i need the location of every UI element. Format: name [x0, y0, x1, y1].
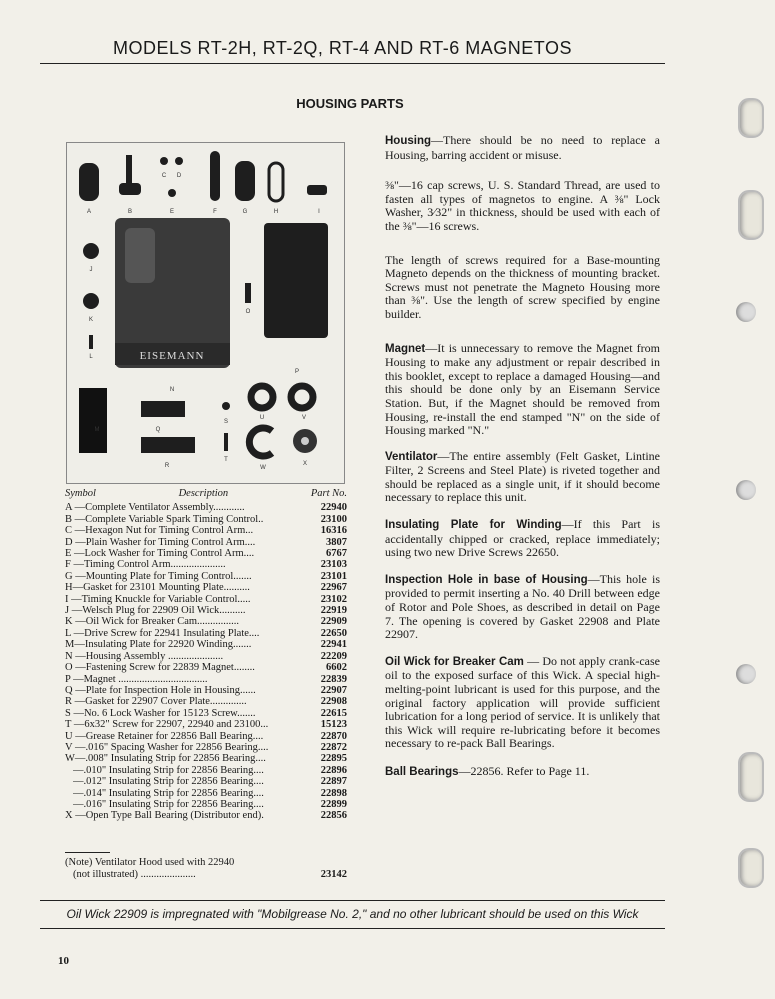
legend-description: A —Complete Ventilator Assembly............	[65, 502, 245, 514]
legend-part-number: 15123	[320, 719, 347, 731]
legend-part-number: 16316	[320, 525, 347, 537]
legend-row	[65, 708, 347, 719]
housing-window	[125, 228, 155, 283]
inspection-hole-heading: Inspection Hole in base of Housing	[385, 573, 588, 586]
legend-description: I —Timing Knuckle for Variable Control.....	[65, 593, 251, 605]
magnet	[264, 223, 328, 338]
para-housing	[385, 134, 660, 162]
label-r: R	[164, 463, 170, 469]
ventilator-heading: Ventilator	[385, 450, 438, 463]
legend-row	[65, 674, 347, 685]
legend-description: G —Mounting Plate for Timing Control.......	[65, 570, 252, 582]
legend-row	[65, 525, 347, 536]
legend-row	[65, 662, 347, 673]
para-ball-bearings	[385, 765, 660, 780]
insulating-plate-text: —If this Part is accidentally chipped or cracked, replace immediately; using two new Drive Screws 22650.	[385, 517, 660, 560]
legend-description: —.012" Insulating Strip for 22856 Bearing....	[73, 776, 264, 788]
part-r	[141, 437, 195, 453]
part-a	[79, 163, 99, 201]
legend-part-number: 22209	[320, 650, 347, 662]
legend-part-number: 22940	[320, 502, 347, 514]
legend-part-number: 22967	[320, 582, 347, 594]
part-j	[83, 243, 99, 259]
binder-tab-4	[738, 848, 764, 888]
legend-row	[65, 514, 347, 525]
legend-description: Q —Plate for Inspection Hole in Housing......	[65, 684, 256, 696]
legend-description: D —Plain Washer for Timing Control Arm....	[65, 536, 256, 548]
label-s: S	[223, 419, 229, 425]
legend-row	[65, 685, 347, 696]
legend-part-number: 6767	[326, 548, 347, 560]
legend-row	[65, 810, 347, 821]
page-title: MODELS RT-2H, RT-2Q, RT-4 AND RT-6 MAGNETOS	[113, 38, 572, 58]
legend-row	[65, 799, 347, 810]
legend-description: —.016" Insulating Strip for 22856 Bearing....	[73, 798, 264, 810]
oil-wick-heading: Oil Wick for Breaker Cam	[385, 655, 524, 668]
part-t	[224, 433, 228, 451]
part-x-center	[301, 437, 309, 445]
legend-part-number: 22919	[320, 605, 347, 617]
legend-description: O —Fastening Screw for 22839 Magnet........	[65, 662, 255, 674]
label-v: V	[301, 415, 307, 421]
parts-legend	[65, 488, 347, 822]
legend-rows	[65, 502, 347, 821]
legend-part-number: 22941	[320, 639, 347, 651]
label-a: A	[86, 209, 92, 215]
legend-part-number: 22899	[320, 798, 347, 810]
part-f	[210, 151, 220, 201]
ball-bearings-text: —22856. Refer to Page 11.	[458, 763, 590, 778]
legend-row	[65, 719, 347, 730]
part-u	[251, 386, 273, 408]
legend-row	[65, 605, 347, 616]
legend-note	[65, 857, 347, 881]
legend-part-number: 23102	[320, 593, 347, 605]
part-i	[307, 185, 327, 195]
part-m	[79, 388, 107, 453]
magnet-text: —It is unnecessary to remove the Magnet from Housing to make any adjustment or repair described in this booklet, except to replace a damaged Housing—and this should be done only by an Eisemann Service Station. But, if the Magnet should be removed from Housing, re-install the end stamped "N" on the side of Housing marked "N."	[385, 340, 660, 438]
legend-part-number: 23100	[320, 513, 347, 525]
legend-row	[65, 696, 347, 707]
part-h	[269, 163, 283, 201]
legend-description: K —Oil Wick for Breaker Cam................	[65, 616, 240, 628]
label-o: O	[245, 309, 251, 315]
label-c: C	[161, 173, 167, 179]
para-inspection-hole	[385, 573, 660, 642]
label-p: P	[294, 369, 300, 375]
legend-part-number: 22897	[320, 776, 347, 788]
label-k: K	[88, 317, 94, 323]
parts-illustration	[67, 143, 344, 483]
legend-row	[65, 571, 347, 582]
part-d	[175, 157, 183, 165]
part-q	[141, 401, 185, 417]
col-description: Description	[178, 488, 229, 499]
label-j: J	[89, 267, 93, 273]
brand-name: EISEMANN	[139, 350, 205, 362]
legend-row	[65, 582, 347, 593]
housing-text: —There should be no need to replace a Housing, barring accident or misuse.	[385, 133, 660, 162]
note-rule	[65, 852, 110, 853]
label-b: B	[127, 209, 133, 215]
legend-part-number: 22839	[320, 673, 347, 685]
label-g: G	[242, 209, 248, 215]
insulating-plate-heading: Insulating Plate for Winding	[385, 519, 562, 532]
legend-part-number: 22896	[320, 764, 347, 776]
legend-description: H—Gasket for 23101 Mounting Plate..........	[65, 582, 250, 594]
para-magnet	[385, 342, 660, 438]
para-length: The length of screws required for a Base-mounting Magneto depends on the thickness of mounting bracket. Screws must not penetrate the Magneto Housing more than ⅜". Use the length of screw specified by engine builder.	[385, 252, 660, 321]
label-w: W	[260, 465, 266, 471]
legend-description: E —Lock Washer for Timing Control Arm....	[65, 548, 255, 560]
legend-description: M—Insulating Plate for 22920 Winding.......	[65, 639, 252, 651]
legend-row	[65, 753, 347, 764]
para-insulating-plate	[385, 518, 660, 560]
footer-note: Oil Wick 22909 is impregnated with "Mobilgrease No. 2," and no other lubricant should be used on this Wick	[66, 907, 639, 921]
label-e: E	[169, 209, 175, 215]
label-u: U	[259, 415, 265, 421]
legend-description: —.010" Insulating Strip for 22856 Bearing....	[73, 764, 264, 776]
legend-description: T —6x32" Screw for 22907, 22940 and 23100...	[65, 719, 269, 731]
label-m: M	[94, 427, 100, 433]
part-g	[235, 161, 255, 201]
legend-header	[65, 488, 347, 499]
oil-wick-text: — Do not apply crank-case oil to the exposed surface of this Wick. A special high-melting-point lubricant is used for this purpose, and the original factory application will provide sufficient lubrication for a long period of service. It is unlikely that this Wick will require re-lubricating before it becomes necessary to re-pack Ball Bearings.	[385, 653, 661, 751]
para-capscrews: ⅜"—16 cap screws, U. S. Standard Thread, are used to fasten all types of magnetos to engine. A ⅜" Lock Washer, 3⁄32" in thickness, should be used with each of the ⅜"—16 screws.	[385, 178, 660, 233]
note-line2: (not illustrated) .....................	[73, 869, 196, 880]
label-i: I	[318, 209, 320, 215]
part-k	[83, 293, 99, 309]
legend-row	[65, 788, 347, 799]
legend-part-number: 22908	[320, 696, 347, 708]
legend-description: U —Grease Retainer for 22856 Ball Bearing....	[65, 730, 264, 742]
ball-bearings-heading: Ball Bearings	[385, 765, 459, 778]
legend-description: V —.016" Spacing Washer for 22856 Bearing....	[65, 741, 269, 753]
binder-hole-2	[736, 480, 756, 500]
legend-part-number: 22909	[320, 616, 347, 628]
footer-rule-top	[40, 900, 665, 901]
legend-row	[65, 651, 347, 662]
legend-part-number: 22870	[320, 730, 347, 742]
legend-description: —.014" Insulating Strip for 22856 Bearing....	[73, 787, 264, 799]
legend-description: W—.008" Insulating Strip for 22856 Bearing....	[65, 753, 266, 765]
label-x: X	[302, 461, 308, 467]
binder-tab-2	[738, 190, 764, 240]
legend-description: F —Timing Control Arm.....................	[65, 559, 226, 571]
label-f: F	[213, 209, 217, 215]
legend-part-number: 23101	[320, 570, 347, 582]
ventilator-text: —The entire assembly (Felt Gasket, Lintine Filter, 2 Screens and Steel Plate) is riveted together and should be replaced as a single unit, if it should become necessary to replace this unit.	[385, 448, 660, 505]
magnet-heading: Magnet	[385, 342, 426, 355]
col-part: Part No.	[310, 488, 347, 499]
legend-description: S —No. 6 Lock Washer for 15123 Screw.......	[65, 707, 256, 719]
binder-tab-3	[738, 752, 764, 802]
legend-part-number: 22895	[320, 753, 347, 765]
label-d: D	[176, 173, 182, 179]
part-c	[160, 157, 168, 165]
part-o	[245, 283, 251, 303]
legend-description: C —Hexagon Nut for Timing Control Arm...	[65, 525, 254, 537]
legend-row	[65, 559, 347, 570]
legend-row	[65, 502, 347, 513]
legend-row	[65, 776, 347, 787]
label-l: L	[89, 354, 93, 360]
legend-part-number: 3807	[326, 536, 347, 548]
part-s	[222, 402, 230, 410]
legend-part-number: 22615	[320, 707, 347, 719]
part-v	[291, 386, 313, 408]
legend-part-number: 22650	[320, 627, 347, 639]
label-t: T	[224, 457, 228, 463]
binder-hole-1	[736, 302, 756, 322]
legend-description: J —Welsch Plug for 22909 Oil Wick..........	[65, 605, 246, 617]
legend-description: L —Drive Screw for 22941 Insulating Plate....	[65, 627, 260, 639]
legend-description: R —Gasket for 22907 Cover Plate..............	[65, 696, 247, 708]
label-q: Q	[155, 427, 161, 433]
part-b-stem	[126, 155, 132, 185]
legend-part-number: 23103	[320, 559, 347, 571]
binder-tab-1	[738, 98, 764, 138]
legend-row	[65, 594, 347, 605]
legend-row	[65, 537, 347, 548]
legend-description: X —Open Type Ball Bearing (Distributor end).	[65, 810, 264, 822]
note-part: 23142	[320, 869, 347, 880]
legend-description: P —Magnet ..................................	[65, 673, 208, 685]
legend-part-number: 22872	[320, 741, 347, 753]
legend-description: B —Complete Variable Spark Timing Control..	[65, 513, 264, 525]
legend-part-number: 22907	[320, 684, 347, 696]
para-ventilator	[385, 450, 660, 505]
legend-part-number: 22898	[320, 787, 347, 799]
legend-part-number: 22856	[320, 810, 347, 822]
part-l	[89, 335, 93, 349]
footer-rule-bottom	[40, 928, 665, 929]
header-rule	[40, 63, 665, 64]
legend-row	[65, 616, 347, 627]
parts-photo	[66, 142, 345, 484]
housing-heading: Housing	[385, 135, 431, 147]
section-title: HOUSING PARTS	[296, 96, 404, 111]
page-number: 10	[58, 955, 69, 967]
legend-row	[65, 639, 347, 650]
part-e	[168, 189, 176, 197]
binder-hole-3	[736, 664, 756, 684]
body-text	[385, 134, 660, 797]
label-n: N	[169, 387, 175, 393]
col-symbol: Symbol	[65, 488, 96, 499]
note-line1: (Note) Ventilator Hood used with 22940	[65, 857, 235, 868]
label-h: H	[273, 209, 279, 215]
legend-row	[65, 765, 347, 776]
inspection-hole-text: —This hole is provided to permit inserting a No. 40 Drill between edge of Rotor and Pole Shoes, as described in detail on Page 7. The opening is covered by Gasket 22908 and Plate 22907.	[385, 571, 660, 642]
part-w	[249, 428, 272, 456]
legend-row	[65, 628, 347, 639]
legend-description: N —Housing Assembly .....................	[65, 650, 224, 662]
legend-row	[65, 742, 347, 753]
para-oil-wick	[385, 655, 660, 751]
legend-part-number: 6602	[326, 662, 347, 674]
legend-row	[65, 731, 347, 742]
legend-row	[65, 548, 347, 559]
